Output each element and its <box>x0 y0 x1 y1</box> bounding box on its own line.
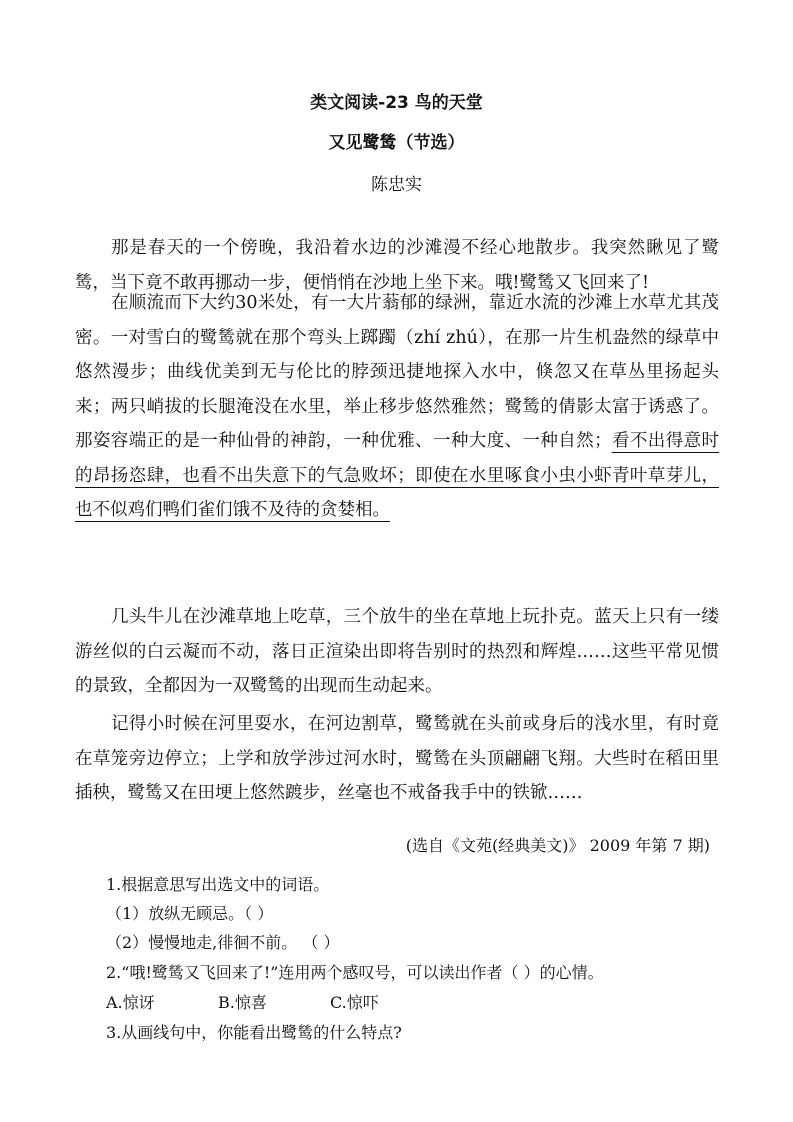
question-2-option-c: C.惊吓 <box>330 993 379 1012</box>
question-1-part-1: （1）放纵无顾忌。（ ） <box>106 904 274 923</box>
question-3: 3.从画线句中，你能看出鹭鸶的什么特点? <box>106 1023 402 1042</box>
source-citation: (选自《文苑(经典美文)》 2009 年第 7 期) <box>405 836 710 855</box>
article-title: 又见鹭鸶（节选） <box>328 133 465 153</box>
page-title: 类文阅读-23 鸟的天堂 <box>310 93 483 113</box>
paragraph-1: 那是春天的一个傍晚，我沿着水边的沙滩漫不经心地散步。我突然瞅见了鹭鸶，当下竟不敢再挪动一步，便悄悄在沙地上坐下来。哦!鹭鸶又飞回来了! <box>75 238 719 293</box>
question-2: 2.“哦!鹭鸶又飞回来了!”连用两个感叹号，可以读出作者（ ）的心情。 <box>106 963 604 982</box>
question-2-option-a: A.惊讶 <box>106 993 155 1012</box>
paragraph-2-text: 在顺流而下大约30米处，有一大片蓊郁的绿洲，靠近水流的沙滩上水草尤其茂密。一对雪白的鹭鸶就在那个弯头上踯躅（zhí zhú），在那一片生机盎然的绿草中悠然漫步；曲线优美到无与伦比的脖颈迅捷地探入水中，倏忽又在草丛里扬起头来；两只峭拔的长腿淹没在水里，举止移步悠然雅然；鹭鸶的倩影太富于诱惑了。那姿容端正的是一种仙骨的神韵，一种优雅、一种大度、一种自然； <box>75 293 719 451</box>
underlined-sentence: 看不出得意时的昂扬恣肆，也看不出失意下的气急败坏；即使在水里啄食小虫小虾青叶草芽儿，也不似鸡们鸭们雀们饿不及待的贪婪相。 <box>75 431 720 520</box>
paragraph-3: 几头牛儿在沙滩草地上吃草，三个放牛的坐在草地上玩扑克。蓝天上只有一缕游丝似的白云凝而不动，落日正渲染出即将告别时的热烈和辉煌……这些平常见惯的景致，全都因为一双鹭鸶的出现而生动起来。 <box>75 607 719 696</box>
article-author: 陈忠实 <box>371 175 422 195</box>
paragraph-2 <box>75 286 719 528</box>
paragraph-4: 记得小时候在河里耍水，在河边割草，鹭鸶就在头前或身后的浅水里，有时竟在草笼旁边停立；上学和放学涉过河水时，鹭鸶在头顶翩翩飞翔。大些时在稻田里插秧，鹭鸶又在田埂上悠然踱步，丝毫也不戒备我手中的铁锨…… <box>75 714 719 803</box>
question-1: 1.根据意思写出选文中的词语。 <box>106 875 330 894</box>
question-2-option-b: B.惊喜 <box>218 993 267 1012</box>
question-1-part-2: （2）慢慢地走,徘徊不前。 （ ） <box>106 933 340 952</box>
